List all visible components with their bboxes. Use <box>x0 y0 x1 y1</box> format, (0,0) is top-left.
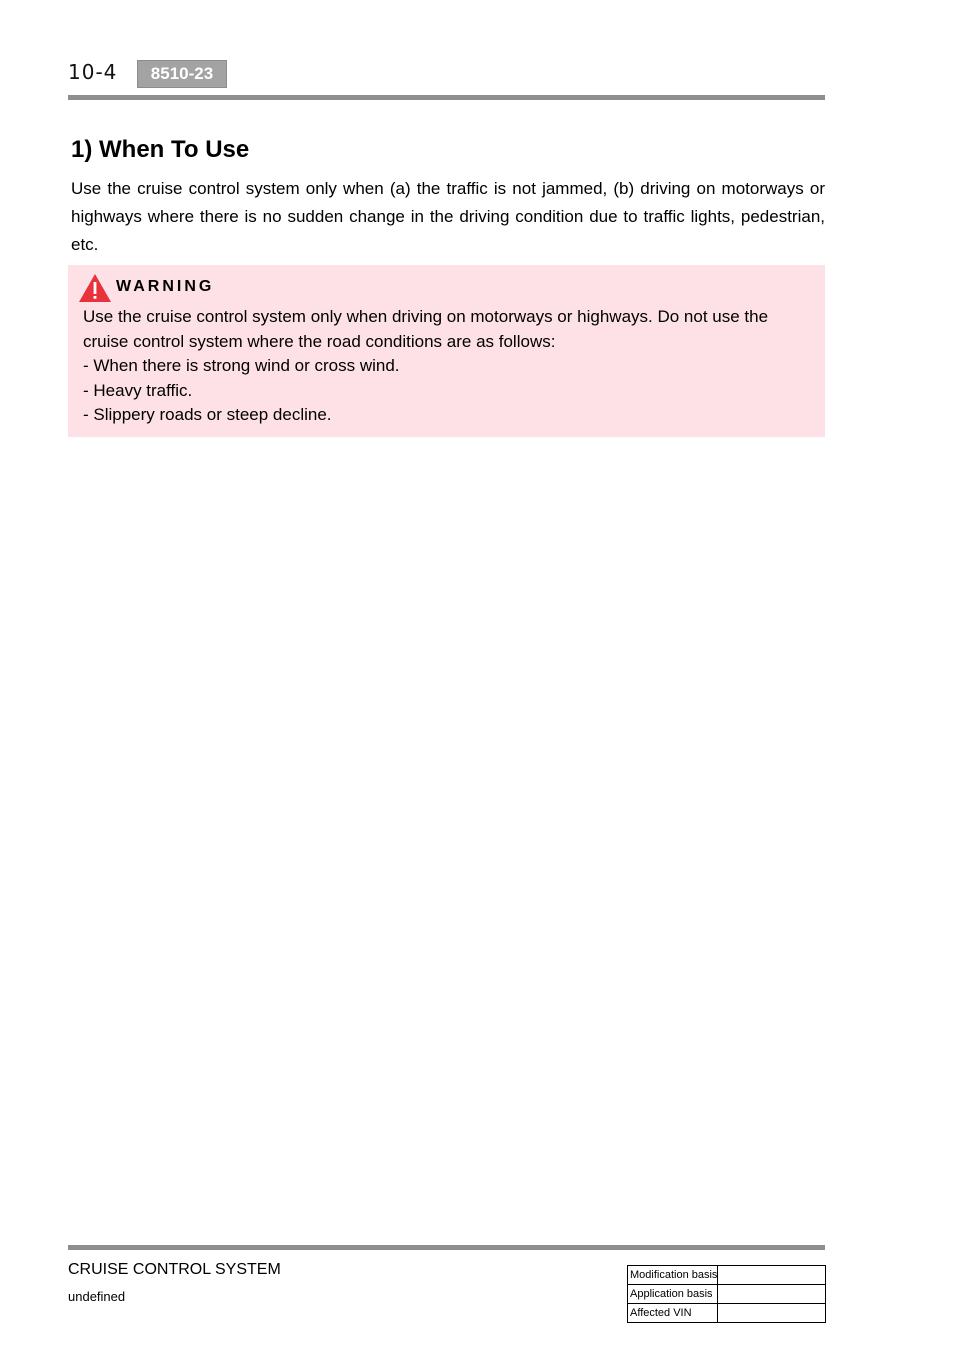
table-row <box>628 1304 826 1323</box>
table-cell-value <box>718 1285 826 1304</box>
table-cell-value <box>718 1304 826 1323</box>
footer-divider <box>68 1245 825 1250</box>
warning-line: - When there is strong wind or cross wind. <box>83 356 400 375</box>
table-cell-label: Application basis <box>628 1285 718 1304</box>
warning-line: Use the cruise control system only when driving on motorways or highways. Do not use the cruise control system where the road conditions are as follows: <box>83 307 769 351</box>
warning-line: - Heavy traffic. <box>83 380 193 400</box>
footer-title: CRUISE CONTROL SYSTEM <box>68 1261 281 1278</box>
warning-body <box>83 305 811 428</box>
footer-subtitle: undefined <box>68 1289 126 1304</box>
table-cell-label: Affected VIN <box>628 1304 718 1323</box>
table-cell-value <box>718 1266 826 1285</box>
table-cell-label: Modification basis <box>628 1266 718 1285</box>
page-number: 10-4 <box>68 60 118 84</box>
table-row <box>628 1266 826 1285</box>
section-code-badge: 8510-23 <box>137 60 227 88</box>
intro-paragraph: Use the cruise control system only when (a) the traffic is not jammed, (b) driving on motorways or highways where there is no sudden change in the driving condition due to traffic lights, pedestrian, etc. <box>71 179 825 254</box>
table-row <box>628 1285 826 1304</box>
section-title: 1) When To Use <box>71 136 250 163</box>
warning-triangle-icon <box>78 273 112 303</box>
revision-info-table <box>627 1265 826 1323</box>
warning-title: WARNING <box>116 278 215 295</box>
warning-box <box>68 265 825 437</box>
warning-line: - Slippery roads or steep decline. <box>83 405 332 424</box>
header-divider <box>68 95 825 100</box>
